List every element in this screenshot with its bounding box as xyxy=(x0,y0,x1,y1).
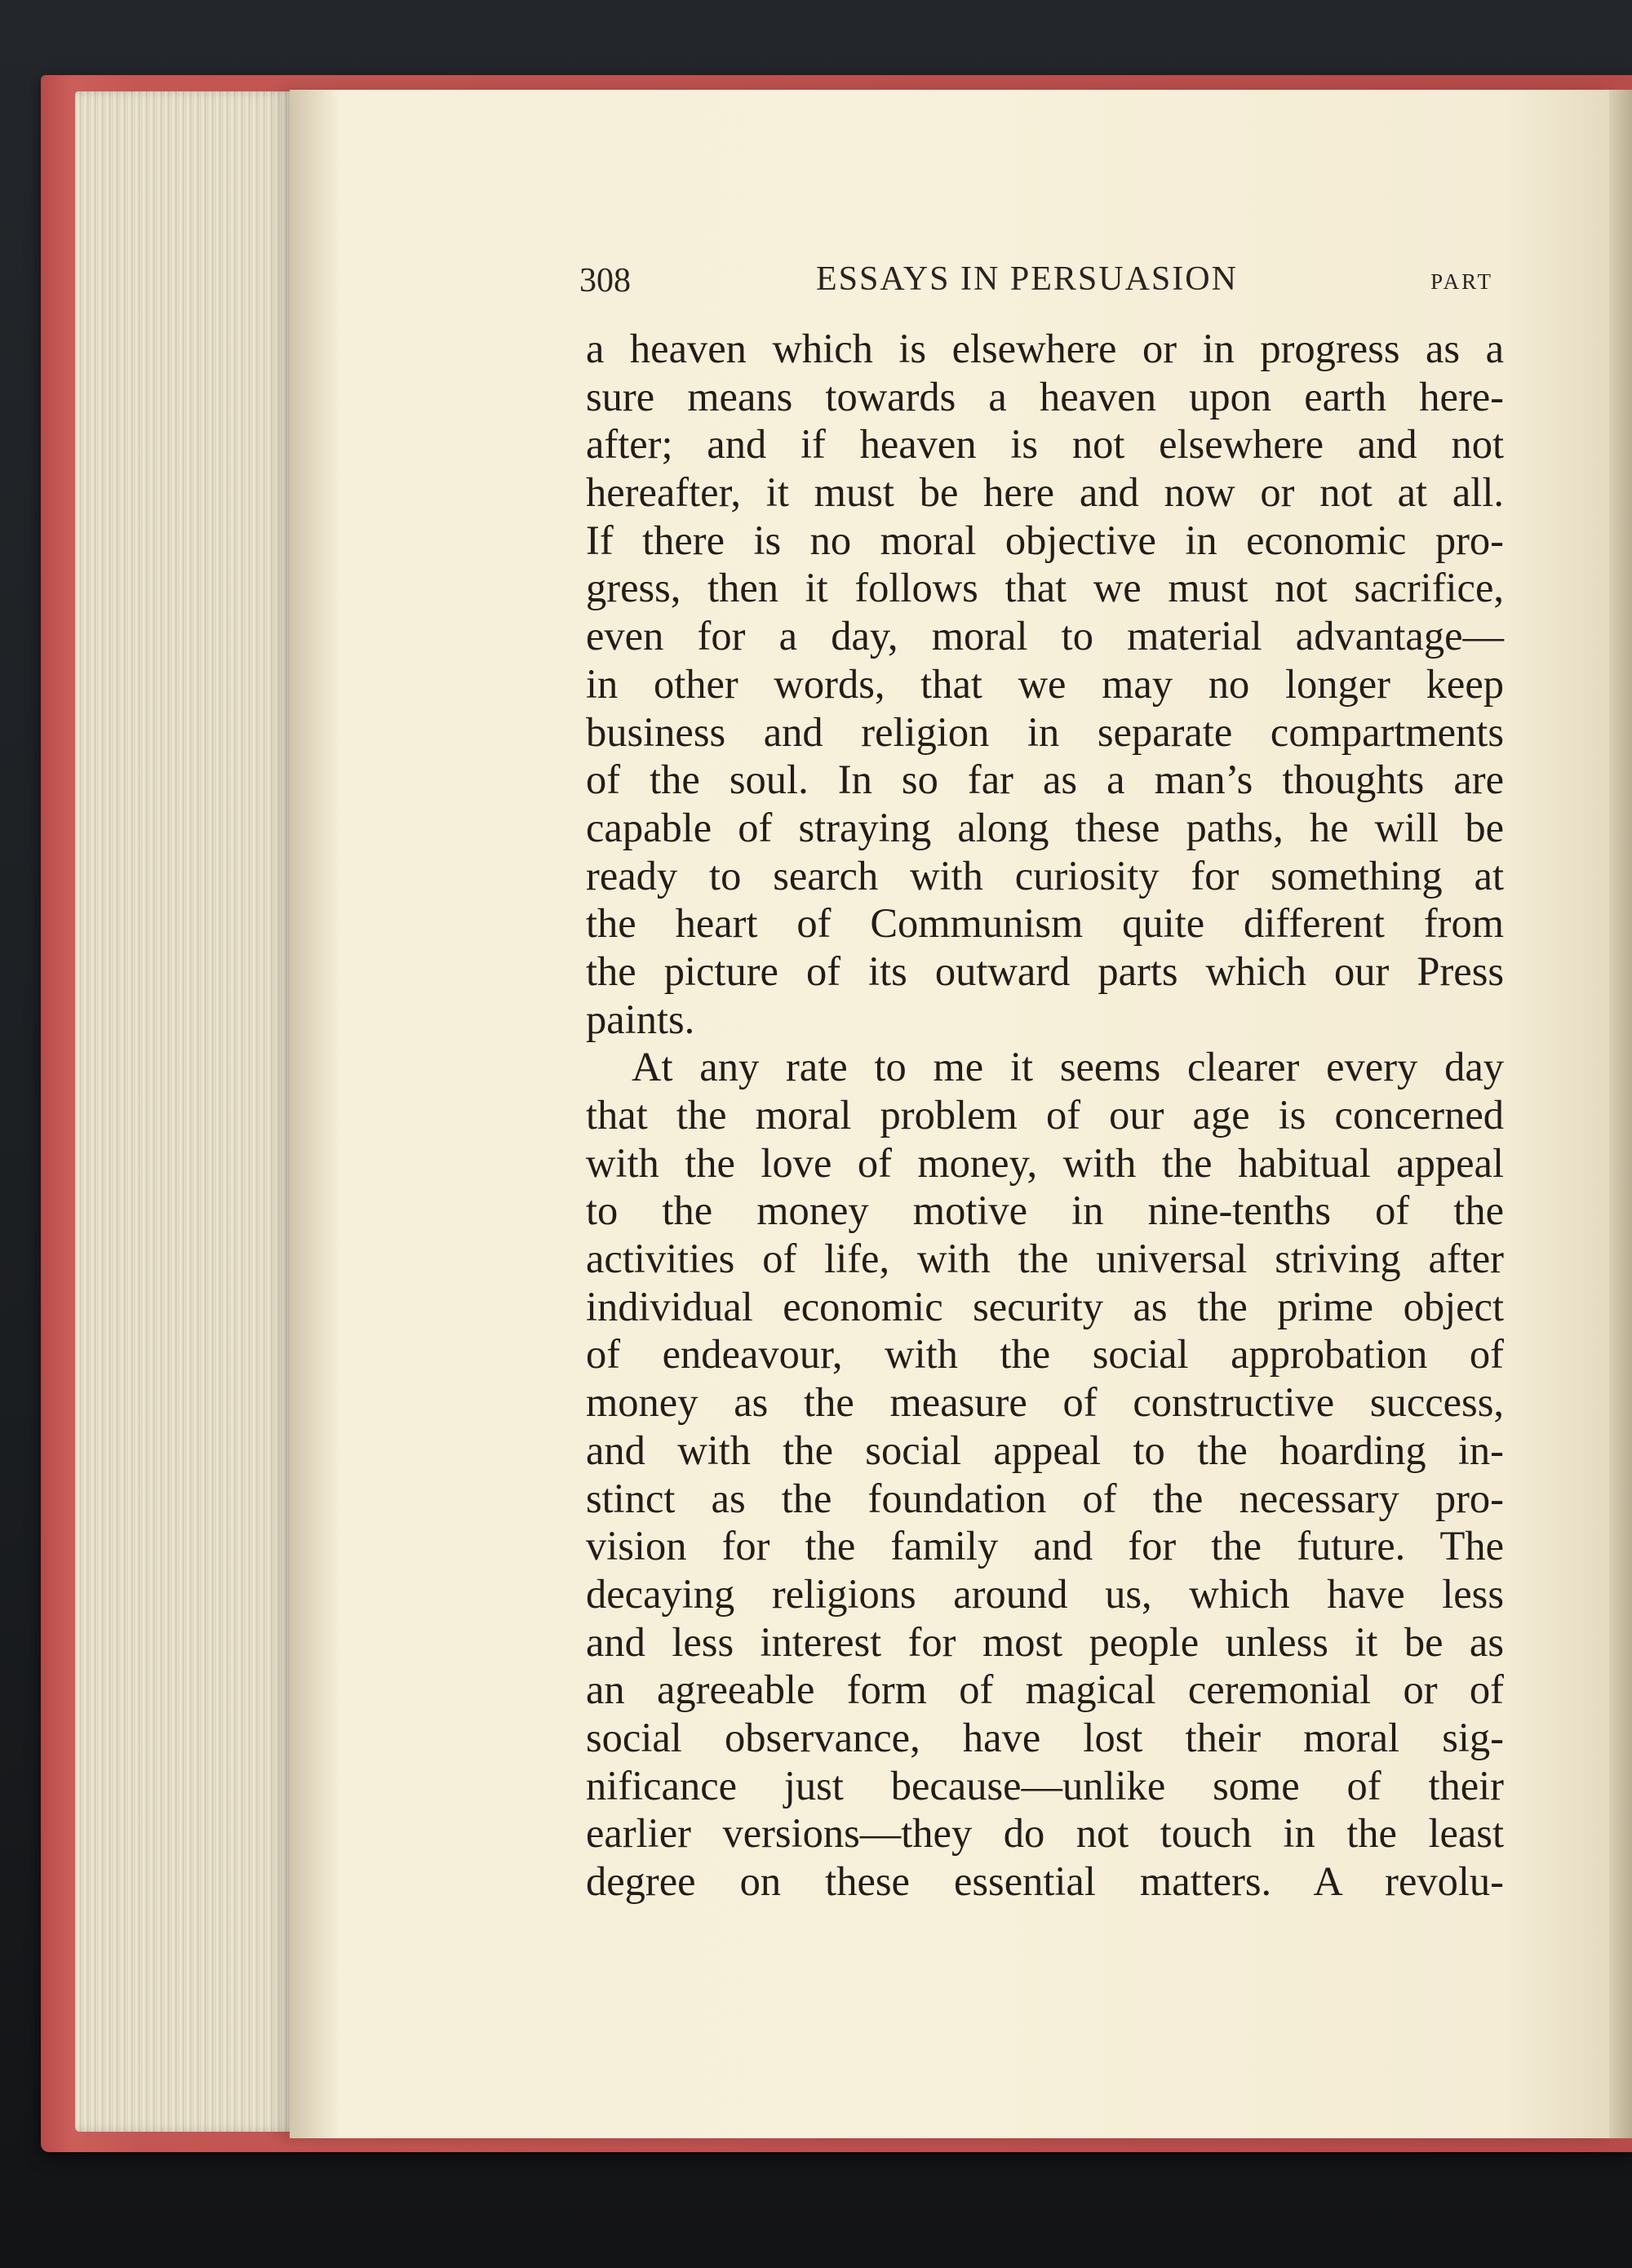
text-line: capable of straying along these paths, he will be xyxy=(586,804,1504,850)
text-line: nificance just because—unlike some of their xyxy=(586,1762,1504,1809)
text-line: and with the social appeal to the hoarding in- xyxy=(586,1427,1504,1473)
text-line: stinct as the foundation of the necessary pro- xyxy=(586,1475,1504,1521)
page-number: 308 xyxy=(579,262,631,300)
text-line: gress, then it follows that we must not sacrifice, xyxy=(586,565,1504,611)
text-line: and less interest for most people unless it be as xyxy=(586,1618,1504,1665)
paragraph-1 xyxy=(586,325,1504,1043)
paragraph-2 xyxy=(586,1043,1504,1905)
text-line: sure means towards a heaven upon earth here- xyxy=(586,373,1504,419)
section-label: PART xyxy=(1430,269,1493,294)
text-line: degree on these essential matters. A revolu- xyxy=(586,1858,1504,1904)
text-line: that the moral problem of our age is concerned xyxy=(586,1092,1504,1138)
text-line: the picture of its outward parts which our Press xyxy=(586,948,1504,994)
body-text xyxy=(586,325,1504,1906)
text-line: paints. xyxy=(586,996,695,1042)
text-line: after; and if heaven is not elsewhere and not xyxy=(586,421,1504,468)
text-line: ready to search with curiosity for something at xyxy=(586,852,1504,899)
gutter-shadow xyxy=(290,90,339,2138)
text-line: individual economic security as the prime object xyxy=(586,1283,1504,1329)
text-line: of the soul. In so far as a man’s thoughts are xyxy=(586,757,1504,803)
text-line: social observance, have lost their moral sig- xyxy=(586,1714,1504,1760)
running-title: ESSAYS IN PERSUASION xyxy=(816,260,1238,298)
text-line: If there is no moral objective in economic pro- xyxy=(586,517,1504,563)
text-line: activities of life, with the universal striving after xyxy=(586,1236,1504,1282)
text-line: to the money motive in nine-tenths of the xyxy=(586,1187,1504,1234)
text-line: vision for the family and for the future. The xyxy=(586,1523,1504,1569)
text-line: money as the measure of constructive success, xyxy=(586,1379,1504,1426)
text-line: with the love of money, with the habitual appeal xyxy=(586,1139,1504,1186)
page-edges xyxy=(75,91,320,2132)
right-page-edge xyxy=(1609,90,1632,2138)
text-line: in other words, that we may no longer keep xyxy=(586,660,1504,707)
running-header xyxy=(579,260,1500,308)
text-line: the heart of Communism quite different from xyxy=(586,900,1504,947)
text-line: At any rate to me it seems clearer every day xyxy=(632,1044,1504,1090)
text-line: earlier versions—they do not touch in the least xyxy=(586,1810,1504,1857)
text-line: hereafter, it must be here and now or not at all. xyxy=(586,469,1504,516)
text-line: of endeavour, with the social approbation of xyxy=(586,1331,1504,1378)
text-line: a heaven which is elsewhere or in progress as a xyxy=(586,326,1504,371)
text-line: business and religion in separate compartments xyxy=(586,708,1504,755)
text-line: even for a day, moral to material advantage— xyxy=(586,613,1504,659)
text-line: an agreeable form of magical ceremonial or of xyxy=(586,1667,1504,1713)
text-line: decaying religions around us, which have less xyxy=(586,1570,1504,1617)
